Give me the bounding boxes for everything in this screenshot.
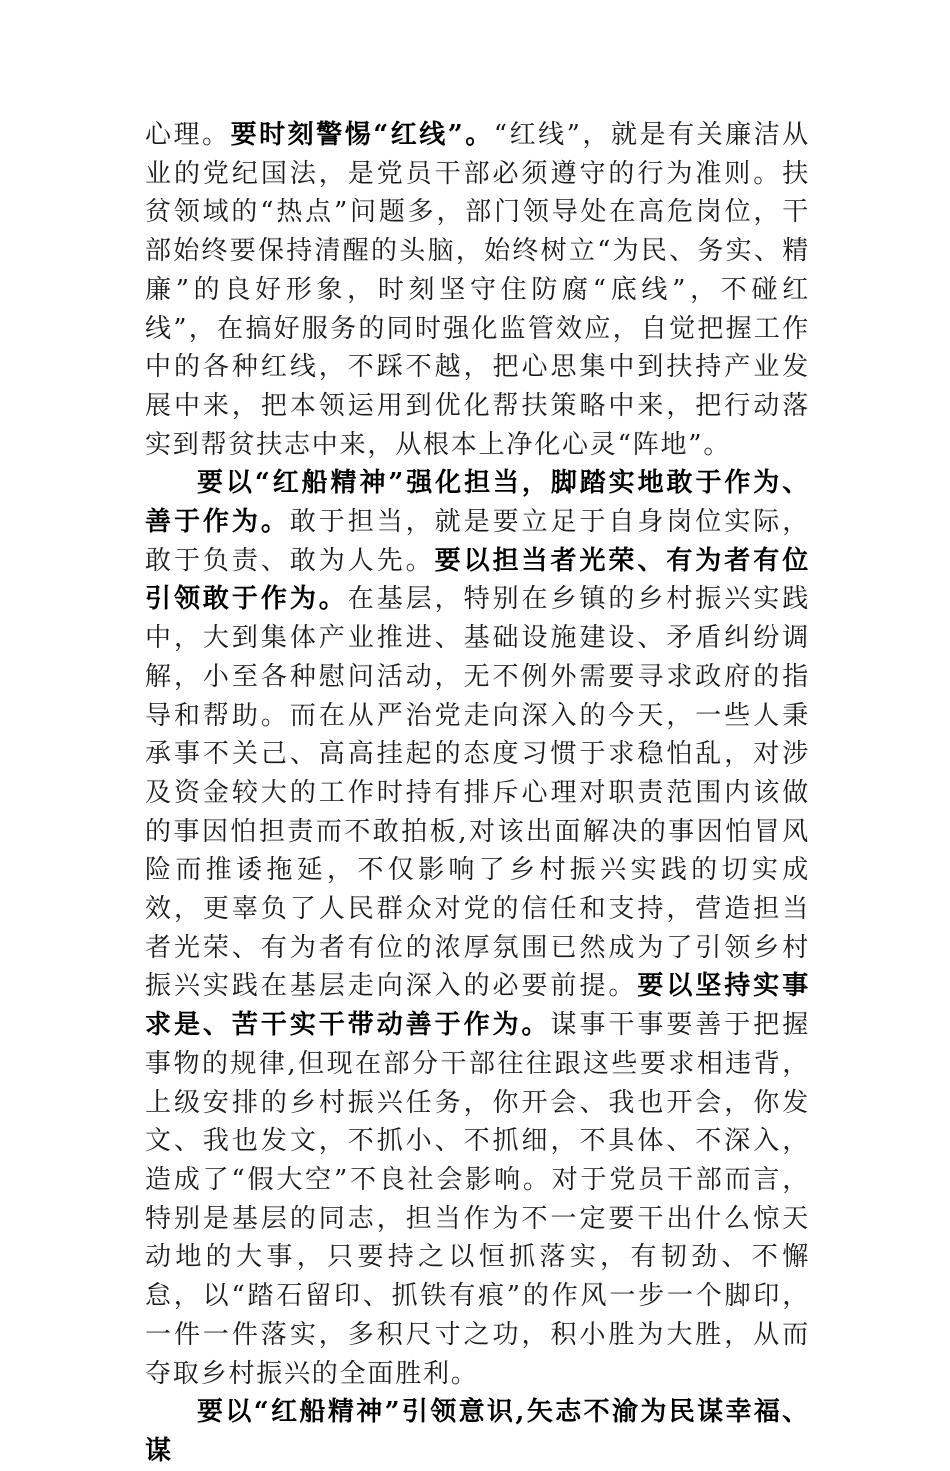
- text-segment: 谋事干事要善于把握事物的规律,但现在部分干部往往跟这些要求相违背，上级安排的乡村振兴任务，你开会、我也开会，你发文、我也发文，不抓小、不抓细，不具体、不深入，造成了“假大空”不良社会影响。对于党员干部而言，特别是基层的同志，担当作为不一定要干出什么惊天动地的大事，只要持之以恒抓落实，有韧劲、不懈怠，以“踏石留印、抓铁有痕”的作风一步一个脚印，一件一件落实，多积尺寸之功，积小胜为大胜，从而夺取乡村振兴的全面胜利。: [145, 1010, 811, 1389]
- bold-heading-responsibility: 要以“红船精神”强化担当，脚踏实地敢于作为、善于作为。: [145, 468, 810, 538]
- paragraph-red-line: [145, 116, 810, 464]
- paragraph-awareness: [145, 1393, 810, 1470]
- text-segment: 敢于担当，就是要立足于自身岗位实际，敢于负责、敢为人先。: [145, 507, 810, 576]
- text-segment: 心理。: [145, 120, 231, 150]
- paragraph-responsibility: [145, 464, 810, 1393]
- bold-heading-lead: 要以担当者光荣、有为者有位引领敢于作为。: [145, 545, 810, 615]
- bold-heading-awareness: 要以“红船精神”引领意识,矢志不渝为民谋幸福、谋: [145, 1397, 810, 1466]
- text-segment: 在基层，特别在乡镇的乡村振兴实践中，大到集体产业推进、基础设施建设、矛盾纠纷调解，小至各种慰问活动，无不例外需要寻求政府的指导和帮助。而在从严治党走向深入的今天，一些人秉承事不关己、高高挂起的态度习惯于求稳怕乱，对涉及资金较大的工作时持有排斥心理对职责范围内该做的事因怕担责而不敢拍板,对该出面解决的事因怕冒风险而推诿拖延，不仅影响了乡村振兴实践的切实成效，更辜负了人民群众对党的信任和支持，营造担当者光荣、有为者有位的浓厚氛围已然成为了引领乡村振兴实践在基层走向深入的必要前提。: [145, 584, 810, 1002]
- bold-heading-red-line: 要时刻警惕“红线”。: [230, 120, 494, 150]
- text-segment: “红线”，就是有关廉洁从业的党纪国法，是党员干部必须遵守的行为准则。扶贫领域的“热点”问题多，部门领导处在高危岗位，干部始终要保持清醒的头脑，始终树立“为民、务实、精廉”的良好形象，时刻坚守住防腐“底线”，不碰红线”，在搞好服务的同时强化监管效应，自觉把握工作中的各种红线，不踩不越，把心思集中到扶持产业发展中来，把本领运用到优化帮扶策略中来，把行动落实到帮贫扶志中来，从根本上净化心灵“阵地”。: [145, 120, 810, 460]
- bold-heading-practical: 要以坚持实事求是、苦干实干带动善于作为。: [145, 971, 810, 1041]
- document-body: [145, 116, 810, 1471]
